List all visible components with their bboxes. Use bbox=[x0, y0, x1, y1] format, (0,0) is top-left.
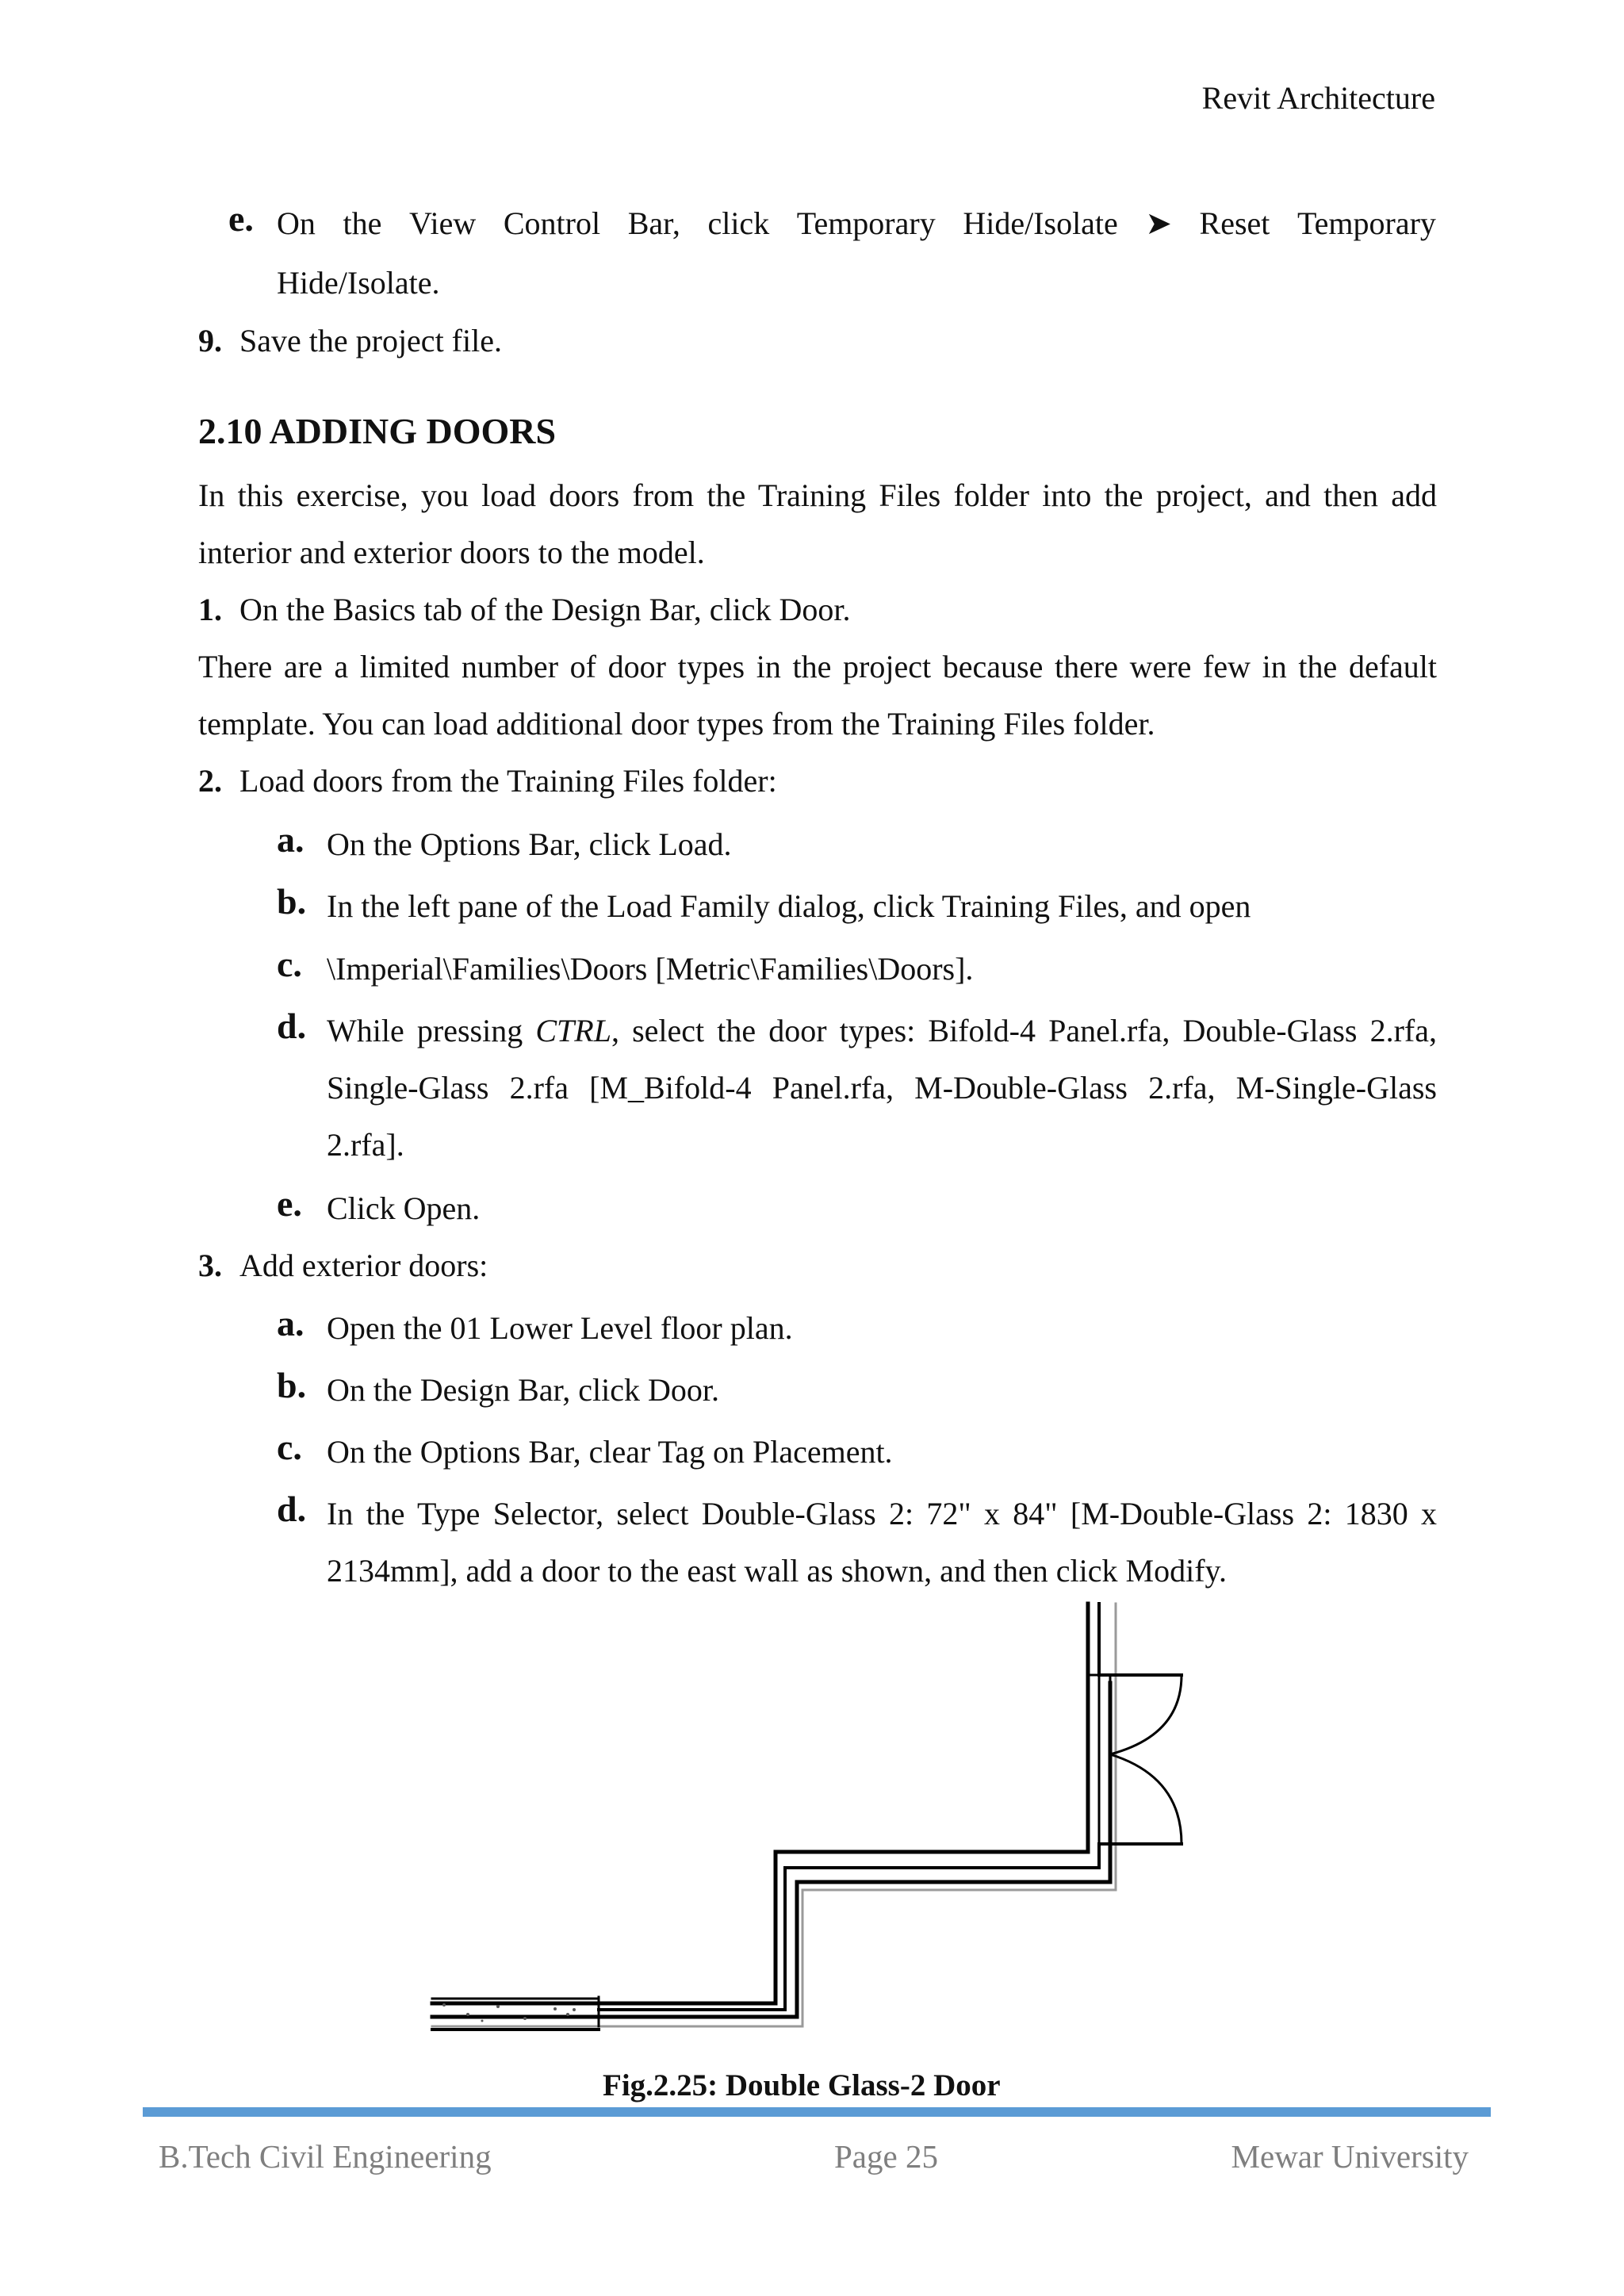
step-3d-line2: 2134mm], add a door to the east wall as shown, and then click Modify. bbox=[327, 1553, 1227, 1589]
footer-rule bbox=[143, 2107, 1491, 2117]
page-number: Page 25 bbox=[834, 2138, 938, 2175]
step-2d-line3: 2.rfa]. bbox=[327, 1127, 404, 1163]
step-2d-post: , select the door types: Bifold-4 Panel.rfa, Double-Glass 2.rfa, bbox=[611, 1013, 1438, 1048]
hatch-dot bbox=[553, 2007, 557, 2010]
step-1-text: On the Basics tab of the Design Bar, click Door. bbox=[239, 592, 851, 627]
step-2a-letter: a. bbox=[277, 819, 304, 860]
intro-line-2: interior and exterior doors to the model. bbox=[198, 535, 705, 570]
section-heading: 2.10 ADDING DOORS bbox=[198, 411, 557, 451]
hatch-dot bbox=[566, 2013, 569, 2016]
step-3c-letter: c. bbox=[277, 1427, 302, 1467]
step-2e-text: Click Open. bbox=[327, 1190, 481, 1226]
word: Bar, bbox=[627, 205, 680, 241]
step-2d-pre: While pressing bbox=[327, 1013, 536, 1048]
step-2c-letter: c. bbox=[277, 944, 302, 984]
step-3b-text: On the Design Bar, click Door. bbox=[327, 1372, 719, 1408]
intro-line-1: In this exercise, you load doors from the Training Files folder into the project, and then add bbox=[198, 477, 1437, 513]
step-2b-letter: b. bbox=[277, 881, 307, 922]
hatch-pattern bbox=[442, 2003, 576, 2022]
word: click bbox=[707, 205, 770, 241]
wall-inner-line bbox=[432, 1604, 1088, 2003]
step-3c-text: On the Options Bar, clear Tag on Placement. bbox=[327, 1434, 893, 1470]
hatch-dot bbox=[573, 2008, 576, 2011]
word: Reset bbox=[1199, 205, 1270, 241]
step-2d-line2: Single-Glass 2.rfa [M_Bifold-4 Panel.rfa, M-Double-Glass 2.rfa, M-Single-Glass bbox=[327, 1070, 1437, 1106]
step-e-letter: e. bbox=[228, 198, 254, 239]
step-2d-letter: d. bbox=[277, 1006, 307, 1046]
step-2a-text: On the Options Bar, click Load. bbox=[327, 826, 732, 862]
hatch-dot bbox=[496, 2005, 500, 2008]
word: View bbox=[408, 205, 477, 241]
step-3-text: Add exterior doors: bbox=[239, 1248, 488, 1283]
step-2-number: 2. bbox=[198, 763, 222, 799]
step-2-text: Load doors from the Training Files folder: bbox=[239, 763, 777, 799]
step-2e-letter: e. bbox=[277, 1183, 302, 1224]
step-2c-text: \Imperial\Families\Doors [Metric\Families\Doors]. bbox=[327, 951, 974, 987]
arrow-icon: ➤ bbox=[1145, 205, 1172, 241]
word: On bbox=[277, 205, 316, 241]
para-line-1: There are a limited number of door types in the project because there were few in the default bbox=[198, 649, 1437, 684]
step-3a-text: Open the 01 Lower Level floor plan. bbox=[327, 1310, 793, 1346]
hatch-dot bbox=[442, 2003, 446, 2007]
word: Temporary bbox=[1297, 205, 1436, 241]
step-2d-key: CTRL bbox=[535, 1013, 611, 1048]
footer-right: Mewar University bbox=[1231, 2138, 1469, 2175]
step-1-number: 1. bbox=[198, 592, 222, 627]
step-3d-letter: d. bbox=[277, 1489, 307, 1529]
step-9-text: Save the project file. bbox=[239, 323, 502, 358]
step-e-line2: Hide/Isolate. bbox=[277, 265, 440, 301]
word: Control bbox=[503, 205, 601, 241]
hatch-dot bbox=[523, 2017, 527, 2020]
step-3-number: 3. bbox=[198, 1248, 222, 1283]
word: Temporary bbox=[796, 205, 936, 241]
footer-left: B.Tech Civil Engineering bbox=[159, 2138, 492, 2175]
door-swing-arc bbox=[1110, 1754, 1182, 1844]
step-3b-letter: b. bbox=[277, 1365, 307, 1405]
word: the bbox=[343, 205, 382, 241]
wall-core-line bbox=[599, 1844, 1099, 2010]
para-line-2: template. You can load additional door types from the Training Files folder. bbox=[198, 706, 1155, 742]
door-swing-arc bbox=[1110, 1675, 1182, 1754]
step-9-number: 9. bbox=[198, 323, 222, 358]
hatch-dot bbox=[481, 2020, 484, 2022]
step-3d-line1: In the Type Selector, select Double-Glass 2: 72" x 84" [M-Double-Glass 2: 1830 x bbox=[327, 1496, 1437, 1531]
hatch-dot bbox=[466, 2013, 469, 2016]
word: Hide/Isolate bbox=[963, 205, 1118, 241]
running-header: Revit Architecture bbox=[1201, 80, 1435, 116]
figure-caption: Fig.2.25: Double Glass-2 Door bbox=[603, 2068, 1001, 2102]
step-3a-letter: a. bbox=[277, 1303, 304, 1343]
step-2b-text: In the left pane of the Load Family dialog, click Training Files, and open bbox=[327, 888, 1251, 924]
